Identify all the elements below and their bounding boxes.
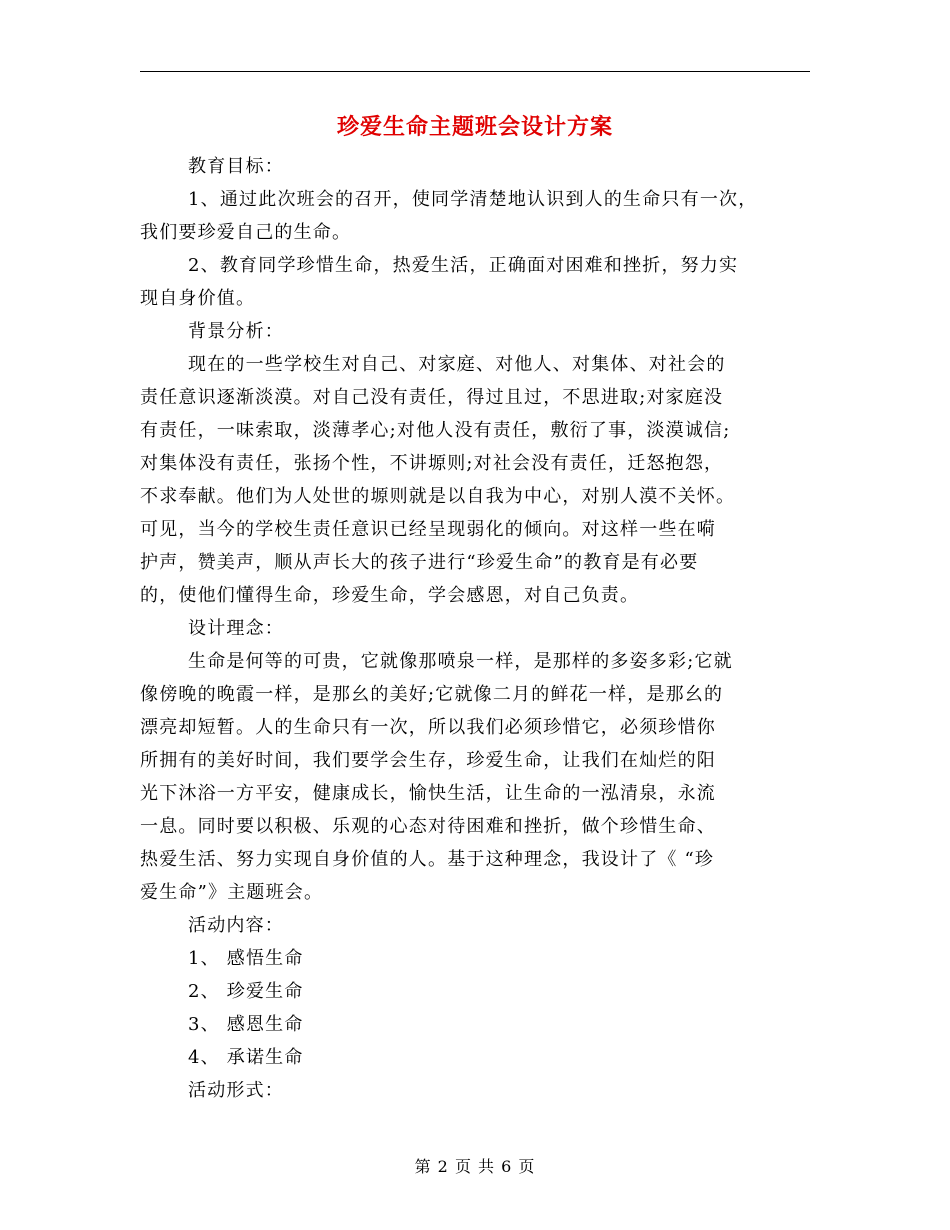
- paragraph-line: 现自身价值。: [140, 288, 256, 309]
- document-title: 珍爱生命主题班会设计方案: [336, 114, 613, 140]
- paragraph-line: 1、通过此次班会的召开，使同学清楚地认识到人的生命只有一次，: [188, 189, 758, 210]
- paragraph-line: 责任意识逐渐淡漠。对自己没有责任，得过且过，不思进取;对家庭没: [140, 387, 724, 408]
- document-body: [140, 150, 810, 1107]
- paragraph-line: 教育目标：: [188, 156, 284, 177]
- paragraph-line: 不求奉献。他们为人处世的塬则就是以自我为中心，对别人漠不关怀。: [140, 486, 736, 507]
- paragraph-line: 2、教育同学珍惜生命，热爱生活，正确面对困难和挫折，努力实: [188, 255, 739, 276]
- paragraph-line: 光下沐浴一方平安，健康成长，愉快生活，让生命的一泓清泉，永流: [140, 783, 716, 804]
- paragraph-line: 活动内容：: [188, 915, 284, 936]
- paragraph-line: 设计理念：: [188, 618, 284, 639]
- paragraph-line: 爱生命”》主题班会。: [140, 882, 324, 903]
- page-footer: 第 2 页 共 6 页: [414, 1157, 536, 1176]
- paragraph-line: 有责任，一味索取，淡薄孝心;对他人没有责任，敷衍了事，淡漠诚信;: [140, 420, 731, 441]
- paragraph-line: 一息。同时要以积极、乐观的心态对待困难和挫折，做个珍惜生命、: [140, 816, 716, 837]
- paragraph-line: 现在的一些学校生对自己、对家庭、对他人、对集体、对社会的: [188, 354, 726, 375]
- paragraph-line: 1、 感悟生命: [188, 948, 304, 969]
- paragraph-line: 对集体没有责任，张扬个性，不讲塬则;对社会没有责任，迁怒抱怨，: [140, 453, 724, 474]
- paragraph-line: 漂亮却短暂。人的生命只有一次，所以我们必须珍惜它，必须珍惜你: [140, 717, 716, 738]
- paragraph-line: 活动形式：: [188, 1080, 284, 1101]
- paragraph-line: 护声，赞美声，顺从声长大的孩子进行“珍爱生命”的教育是有必要: [140, 552, 699, 573]
- paragraph-line: 可见，当今的学校生责任意识已经呈现弱化的倾向。对这样一些在嗬: [140, 519, 716, 540]
- paragraph-line: 3、 感恩生命: [188, 1014, 304, 1035]
- paragraph-line: 所拥有的美好时间，我们要学会生存，珍爱生命，让我们在灿烂的阳: [140, 750, 716, 771]
- header-rule: [140, 71, 810, 72]
- paragraph-line: 热爱生活、努力实现自身价值的人。基于这种理念，我设计了《 “珍: [140, 849, 715, 870]
- paragraph-line: 背景分析：: [188, 321, 284, 342]
- paragraph-line: 生命是何等的可贵，它就像那喷泉一样，是那样的多姿多彩;它就: [188, 651, 733, 672]
- paragraph-line: 的，使他们懂得生命，珍爱生命，学会感恩，对自己负责。: [140, 585, 640, 606]
- paragraph-line: 我们要珍爱自己的生命。: [140, 222, 352, 243]
- paragraph-line: 2、 珍爱生命: [188, 981, 304, 1002]
- paragraph-line: 4、 承诺生命: [188, 1047, 304, 1068]
- paragraph-line: 像傍晚的晚霞一样，是那幺的美好;它就像二月的鲜花一样，是那幺的: [140, 684, 724, 705]
